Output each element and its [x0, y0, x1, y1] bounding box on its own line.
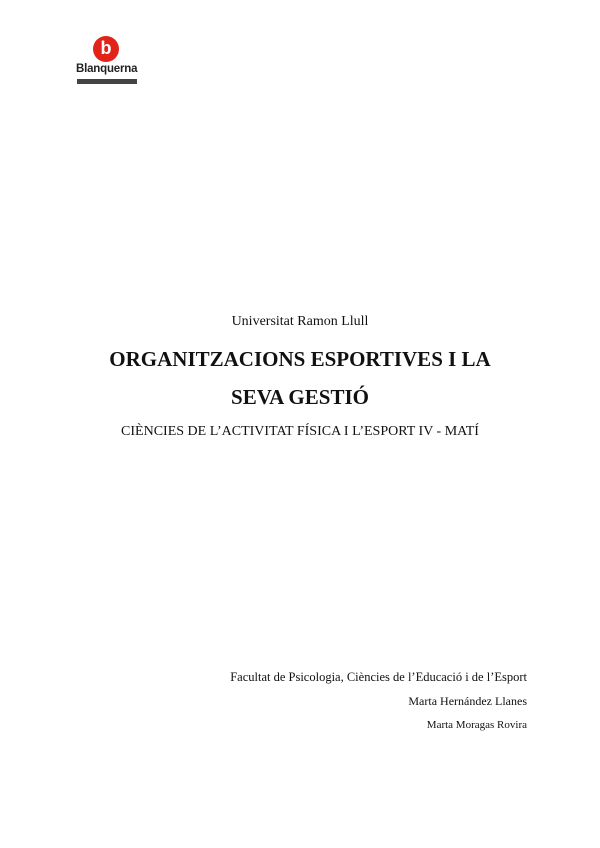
logo-bar: [77, 79, 137, 84]
author-block: [230, 668, 527, 740]
university-name: Universitat Ramon Llull: [231, 314, 369, 329]
author-name: Marta Moragas Rovira: [426, 719, 527, 731]
blanquerna-logo: [76, 36, 138, 86]
title-line-2: SEVA GESTIÓ: [231, 385, 369, 409]
logo-wordmark: Blanquerna: [76, 63, 138, 75]
title-line-1: ORGANITZACIONS ESPORTIVES I LA: [109, 347, 491, 371]
faculty-name: Facultat de Psicologia, Ciències de l’Educació i de l’Esport: [230, 670, 527, 684]
author-name: Marta Hernández Llanes: [408, 694, 527, 708]
document-title: [0, 340, 600, 416]
logo-mark: b: [93, 36, 119, 62]
course-subtitle: CIÈNCIES DE L’ACTIVITAT FÍSICA I L’ESPORT IV - MATÍ: [121, 424, 479, 439]
